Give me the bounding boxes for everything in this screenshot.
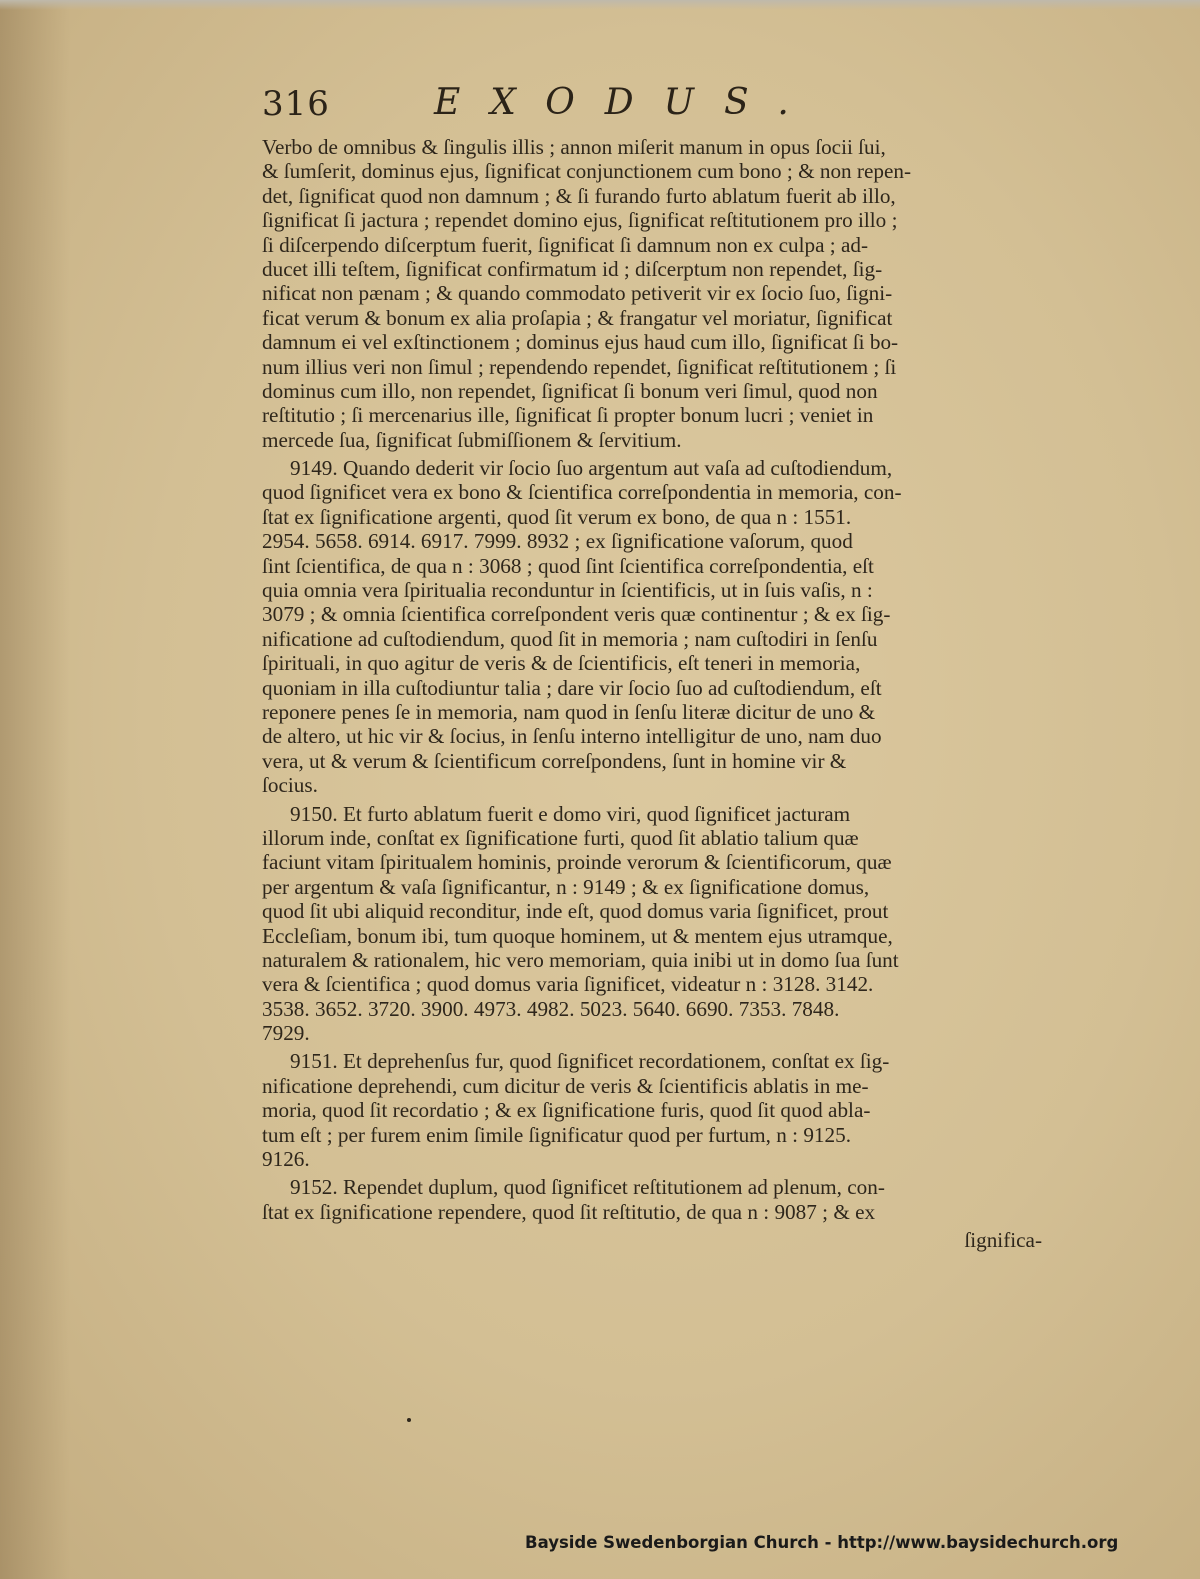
page-shadow-edge (0, 0, 70, 1579)
ink-speck (407, 1418, 411, 1422)
text-line: 9151. Et deprehenſus fur, quod ſignificet recordationem, conſtat ex ſig- (290, 1049, 890, 1074)
text-line: nificatione ad cuſtodiendum, quod ſit in memoria ; nam cuſtodiri in ſenſu (262, 626, 878, 651)
text-line: quoniam in illa cuſtodiuntur talia ; dare vir ſocio ſuo ad cuſtodiendum, eſt (262, 675, 882, 700)
text-line: reponere penes ſe in memoria, nam quod in ſenſu literæ dicitur de uno & (262, 699, 876, 724)
text-line: quia omnia vera ſpiritualia reconduntur in ſcientificis, ut in ſuis vaſis, n : (262, 578, 873, 603)
text-line: ficat verum & bonum ex alia proſapia ; & frangatur vel moriatur, ſignificat (262, 305, 893, 330)
page-header (262, 84, 1052, 128)
text-line: mercede ſua, ſignificat ſubmiſſionem & ſervitium. (262, 427, 682, 452)
footer-label: Bayside Swedenborgian Church - http://www.baysidechurch.org (525, 1533, 1119, 1552)
text-line: 3079 ; & omnia ſcientifica correſpondent veris quæ continentur ; & ex ſig- (262, 602, 891, 627)
body-text (262, 135, 1042, 1253)
text-line: dominus cum illo, non rependet, ſignificat ſi bonum veri ſimul, quod non (262, 378, 878, 403)
catchword: ſignifica- (964, 1228, 1042, 1253)
text-line: 7929. (262, 1021, 310, 1046)
text-line: & ſumſerit, dominus ejus, ſignificat conjunctionem cum bono ; & non repen- (262, 159, 912, 184)
text-line: ducet illi teſtem, ſignificat confirmatum id ; diſcerptum non rependet, ſig- (262, 256, 883, 281)
text-line: de altero, ut hic vir & ſocius, in ſenſu interno intelligitur de uno, nam duo (262, 724, 882, 749)
text-line: naturalem & rationalem, hic vero memoriam, quia inibi ut in domo ſua ſunt (262, 947, 899, 972)
text-line: Eccleſiam, bonum ibi, tum quoque hominem, ut & mentem ejus utramque, (262, 923, 893, 948)
text-line: quod ſit ubi aliquid reconditur, inde eſt, quod domus varia ſignificet, prout (262, 899, 889, 924)
text-line: ſtat ex ſignificatione argenti, quod ſit verum ex bono, de qua n : 1551. (262, 504, 852, 529)
text-line: 9149. Quando dederit vir ſocio ſuo argentum aut vaſa ad cuſtodiendum, (290, 456, 893, 481)
text-line: ſint ſcientifica, de qua n : 3068 ; quod ſint ſcientifica correſpondentia, eſt (262, 553, 874, 578)
text-line: moria, quod ſit recordatio ; & ex ſignificatione furis, quod ſit quod abla- (262, 1098, 871, 1123)
running-title: EXODUS. (434, 82, 819, 123)
paragraph (262, 456, 1042, 797)
text-line: 3538. 3652. 3720. 3900. 4973. 4982. 5023. 5640. 6690. 7353. 7848. (262, 996, 840, 1021)
text-line: vera & ſcientifica ; quod domus varia ſignificet, videatur n : 3128. 3142. (262, 972, 874, 997)
text-line: per argentum & vaſa ſignificantur, n : 9149 ; & ex ſignificatione domus, (262, 874, 870, 899)
text-line: reſtitutio ; ſi mercenarius ille, ſignificat ſi propter bonum lucri ; veniet in (262, 403, 874, 428)
text-line: illorum inde, conſtat ex ſignificatione furti, quod ſit ablatio talium quæ (262, 825, 859, 850)
text-line: nificat non pænam ; & quando commodato petiverit vir ex ſocio ſuo, ſigni- (262, 281, 893, 306)
text-line: quod ſignificet vera ex bono & ſcientifica correſpondentia in memoria, con- (262, 480, 902, 505)
page-top-edge (0, 0, 1200, 10)
text-line: 9152. Rependet duplum, quod ſignificet reſtitutionem ad plenum, con- (290, 1175, 885, 1200)
text-line: vera, ut & verum & ſcientificum correſpondens, ſunt in homine vir & (262, 748, 847, 773)
page-number: 316 (262, 84, 330, 124)
text-line: ſignificat ſi jactura ; rependet domino ejus, ſignificat reſtitutionem pro illo ; (262, 208, 898, 233)
text-line: damnum ei vel exſtinctionem ; dominus ejus haud cum illo, ſignificat ſi bo- (262, 330, 899, 355)
text-line: num illius veri non ſimul ; rependendo rependet, ſignificat reſtitutionem ; ſi (262, 354, 897, 379)
paragraph (262, 802, 1042, 1046)
text-line: ſpirituali, in quo agitur de veris & de ſcientificis, eſt teneri in memoria, (262, 651, 861, 676)
text-line: ſi diſcerpendo diſcerptum fuerit, ſignificat ſi damnum non ex culpa ; ad- (262, 232, 869, 257)
text-line: 2954. 5658. 6914. 6917. 7999. 8932 ; ex ſignificatione vaſorum, quod (262, 529, 853, 554)
text-line: ſtat ex ſignificatione rependere, quod ſit reſtitutio, de qua n : 9087 ; & ex (262, 1199, 876, 1224)
text-line: tum eſt ; per furem enim ſimile ſignificatur quod per furtum, n : 9125. (262, 1122, 851, 1147)
text-line: ſocius. (262, 773, 318, 798)
text-line: Verbo de omnibus & ſingulis illis ; annon miſerit manum in opus ſocii ſui, (262, 135, 886, 159)
text-line: 9126. (262, 1147, 310, 1172)
paragraph (262, 135, 1042, 452)
paragraph (262, 1049, 1042, 1171)
paragraph (262, 1175, 1042, 1224)
text-line: faciunt vitam ſpiritualem hominis, proinde verorum & ſcientificorum, quæ (262, 850, 892, 875)
text-line: 9150. Et furto ablatum fuerit e domo viri, quod ſignificet jacturam (290, 801, 851, 826)
text-line: det, ſignificat quod non damnum ; & ſi furando furto ablatum fuerit ab illo, (262, 183, 896, 208)
text-line: nificatione deprehendi, cum dicitur de veris & ſcientificis ablatis in me- (262, 1073, 869, 1098)
